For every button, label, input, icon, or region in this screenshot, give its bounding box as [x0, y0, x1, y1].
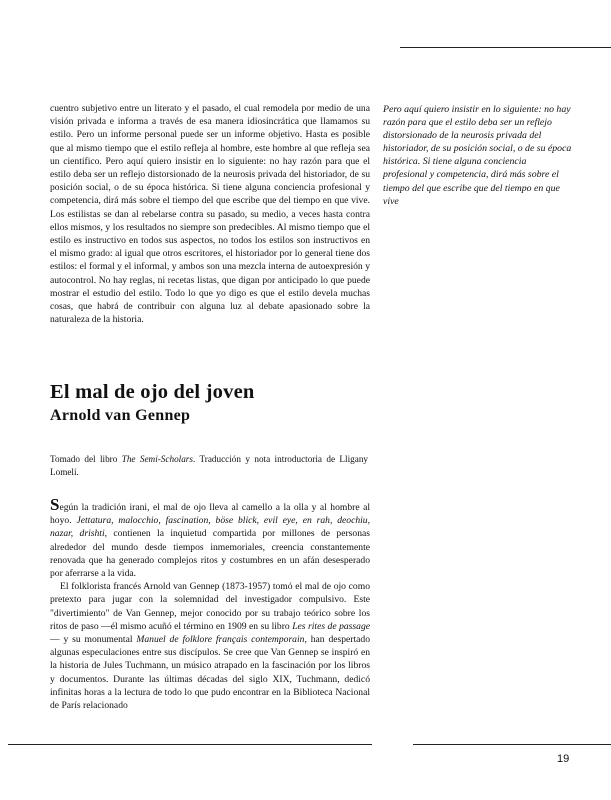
article-author: Arnold van Gennep — [50, 407, 191, 424]
drop-cap: S — [50, 495, 60, 514]
top-rule — [400, 47, 611, 48]
source-book-title: The Semi-Scholars — [121, 454, 193, 464]
source-prefix: Tomado del libro — [50, 454, 118, 464]
article-paragraph-1 — [50, 495, 371, 580]
pull-quote: Pero aquí quiero insistir en lo siguiente: no hay razón para que el estilo deba ser un reflejo distorsionado de la neurosis privada del historiador, de su posición social, o de su época histórica. Si tiene alguna conciencia profesional y competencia, dirá más sobre el tiempo del que escribe que del tiempo en que vive — [383, 104, 572, 207]
source-note — [50, 453, 368, 478]
essay-conclusion-paragraph: cuentro subjetivo entre un literato y el pasado, el cual remodela por medio de una visión privada e informa a través de esa manera idiosincrática que llamamos su estilo. Pero un informe personal puede ser un informe objetivo. Hasta es posible que al mismo tiempo que el estilo refleja al hombre, este hombre al que refleja sea un científico. Pero aquí quiero insistir en lo siguiente: no hay razón para que el estilo deba ser un reflejo distorsionado de la neurosis privada del historiador, de su posición social, o de su época histórica. Si tiene alguna conciencia profesional y competencia, dirá más sobre el tiempo del que escribe que del tiempo en que vive. Los estilistas se dan al rebelarse contra su pasado, su medio, a veces hasta contra ellos mismos, y los resultados no siempre son predecibles. Al mismo tiempo que el estilo es instructivo en todos sus aspectos, no todos los estilos son instructivos en el mismo grado: al igual que otros escritores, el historiador por lo general tiene dos estilos: el formal y el informal, y ambos son una mezcla interna de autoexpresión y autocontrol. No hay reglas, ni recetas listas, que digan por anticipado lo que puede mostrar el estudio del estilo. Todo lo que yo digo es que el estilo devela muchas cosas, que habrá de contribuir con alguna luz al debate apasionado sobre la naturaleza de la historia. — [50, 103, 370, 326]
article-body — [50, 495, 371, 712]
bottom-rule-right — [413, 744, 611, 745]
p2-part-a: El folklorista francés Arnold van Gennep (1873-1957) tomó el mal de ojo como pretexto para jugar con la solemnidad del investigador compulsivo. Este "divertimiento" de Van Gennep, mejor conocido por su trabajo teórico sobre los ritos de paso —él mismo acuñó el término en 1909 en su libro — [50, 581, 370, 632]
bottom-rule-left — [8, 744, 372, 745]
page-number: 19 — [557, 753, 570, 765]
p1-terms: Jettatura, malocchio, fascination, böse blick, evil eye, en rah, deochiu, nazar, drishti, — [50, 515, 371, 540]
p1-rest: contienen la inquietud compartida por millones de personas alrededor del mundo desde tiempos inmemoriales, creencia constantemente renovada que ha generado complejos ritos y costumbres en un afán desesperado por aferrarse a la vida. — [50, 528, 371, 580]
p2-book-rites: Les rites de passage — [292, 620, 370, 632]
article-title: El mal de ojo del joven — [50, 381, 255, 403]
p2-book-manuel: Manuel de folklore français contemporain, — [136, 634, 307, 646]
article-paragraph-2 — [50, 580, 370, 712]
p1-lead: egún la tradición irani, el mal de ojo lleva al camello a la olla y al hombre al hoyo. — [50, 502, 370, 527]
p2-part-c: han despertado algunas especulaciones entre sus discípulos. Se cree que Van Gennep se inspiró en la historia de Jules Tuchmann, un músico atrapado en la fascinación por los libros y documentos. Durante las últimas décadas del siglo XIX, Tuchmann, dedicó infinitas horas a la lectura de todo lo que pudo encontrar en la Biblioteca Nacional de París relacionado — [50, 634, 370, 712]
p2-part-b: — y su monumental — [50, 634, 133, 646]
source-suffix: . Traducción y nota introductoria de Lligany Lomelí. — [50, 454, 369, 477]
